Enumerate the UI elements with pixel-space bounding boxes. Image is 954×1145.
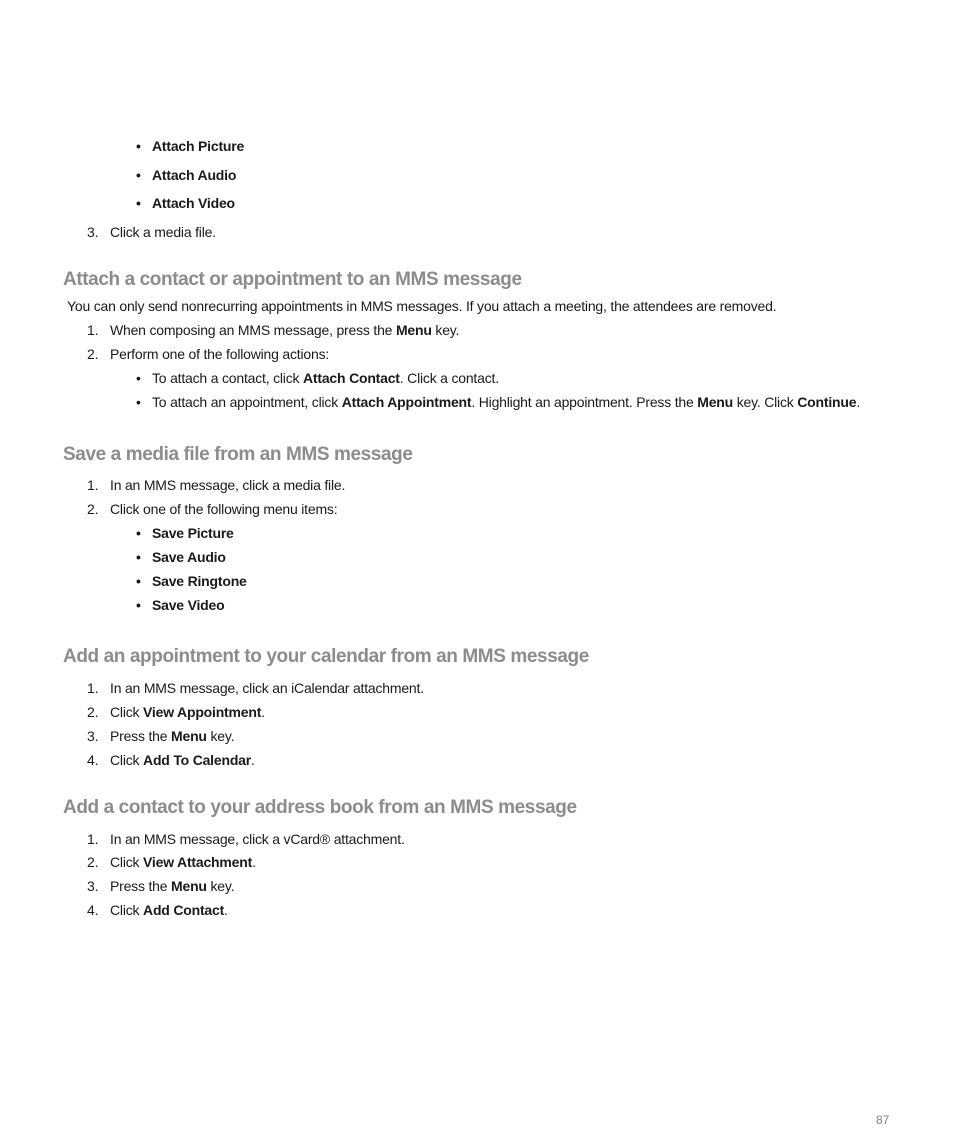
list-item-text: To attach an appointment, click (152, 394, 342, 410)
step (87, 500, 338, 518)
bullet: • (136, 525, 141, 541)
bullet: • (136, 573, 141, 589)
step-text: Click a media file. (110, 224, 216, 240)
bullet: • (136, 138, 141, 154)
step-text: . (261, 704, 265, 720)
list-item (136, 524, 234, 542)
list-item (136, 548, 226, 566)
menu-item-name: Add To Calendar (143, 752, 251, 768)
list-item-text: . (856, 394, 861, 410)
step-number: 3. (87, 728, 99, 744)
page-number: 87 (876, 1113, 890, 1127)
section-heading: Add an appointment to your calendar from an MMS message (63, 646, 589, 667)
bullet: • (136, 394, 141, 410)
list-item (136, 572, 247, 590)
step (87, 345, 330, 363)
menu-item-name: Attach Appointment (341, 394, 472, 410)
list-item-label: Save Ringtone (152, 573, 247, 589)
step-number: 2. (87, 501, 99, 517)
step-text: key. (206, 878, 235, 894)
section-heading: Add a contact to your address book from an MMS message (63, 797, 577, 818)
step-text: Press the (110, 728, 172, 744)
step-text: In an MMS message, click a media file. (110, 477, 346, 493)
step-text: key. (206, 728, 235, 744)
step-text: . (252, 854, 256, 870)
step (87, 223, 216, 241)
key-name: Menu (395, 322, 432, 338)
step (87, 321, 460, 339)
step (87, 853, 256, 871)
step-number: 1. (87, 322, 99, 338)
section-heading: Attach a contact or appointment to an MMS message (63, 269, 522, 290)
list-item-label: Attach Picture (152, 138, 245, 154)
step (87, 877, 235, 895)
bullet: • (136, 167, 141, 183)
step-text: Press the (110, 878, 172, 894)
bullet: • (136, 370, 141, 386)
step-number: 3. (87, 878, 99, 894)
bullet: • (136, 195, 141, 211)
list-item (136, 194, 235, 212)
menu-item-name: Continue (797, 394, 857, 410)
menu-item-name: View Attachment (143, 854, 253, 870)
menu-item-name: Add Contact (143, 902, 225, 918)
step-number: 1. (87, 680, 99, 696)
list-item-text: . Highlight an appointment. Press the (471, 394, 698, 410)
step (87, 751, 255, 769)
step (87, 703, 265, 721)
step-number: 1. (87, 831, 99, 847)
step-text: Click (110, 704, 144, 720)
step (87, 901, 228, 919)
list-item-label: Save Audio (152, 549, 226, 565)
list-item (136, 137, 245, 155)
step-number: 1. (87, 477, 99, 493)
list-item (136, 166, 237, 184)
bullet: • (136, 549, 141, 565)
step (87, 679, 424, 697)
section-heading: Save a media file from an MMS message (63, 444, 413, 465)
step-number: 2. (87, 854, 99, 870)
section-intro: You can only send nonrecurring appointments in MMS messages. If you attach a meeting, the attendees are removed. (67, 298, 777, 314)
step-text: . (251, 752, 255, 768)
list-item-text: . Click a contact. (399, 370, 499, 386)
key-name: Menu (697, 394, 734, 410)
step-text: Click one of the following menu items: (110, 501, 338, 517)
list-item-label: Save Video (152, 597, 225, 613)
list-item (136, 393, 861, 411)
step (87, 830, 405, 848)
step-text: Click (110, 854, 144, 870)
step-number: 3. (87, 224, 99, 240)
step-text: key. (431, 322, 460, 338)
step (87, 727, 235, 745)
step-number: 2. (87, 704, 99, 720)
step-number: 2. (87, 346, 99, 362)
step-text: When composing an MMS message, press the (110, 322, 396, 338)
step-text: . (224, 902, 228, 918)
step-number: 4. (87, 752, 99, 768)
step-text: In an MMS message, click a vCard® attachment. (110, 831, 405, 847)
list-item-text: key. Click (733, 394, 798, 410)
list-item (136, 369, 499, 387)
list-item-label: Save Picture (152, 525, 234, 541)
menu-item-name: View Appointment (143, 704, 262, 720)
list-item-label: Attach Video (152, 195, 235, 211)
step-text: Perform one of the following actions: (110, 346, 330, 362)
list-item-label: Attach Audio (152, 167, 237, 183)
step-number: 4. (87, 902, 99, 918)
menu-item-name: Attach Contact (303, 370, 400, 386)
list-item (136, 596, 225, 614)
step (87, 476, 346, 494)
step-text: In an MMS message, click an iCalendar attachment. (110, 680, 424, 696)
bullet: • (136, 597, 141, 613)
step-text: Click (110, 752, 144, 768)
step-text: Click (110, 902, 144, 918)
list-item-text: To attach a contact, click (152, 370, 304, 386)
key-name: Menu (171, 878, 207, 894)
key-name: Menu (171, 728, 207, 744)
